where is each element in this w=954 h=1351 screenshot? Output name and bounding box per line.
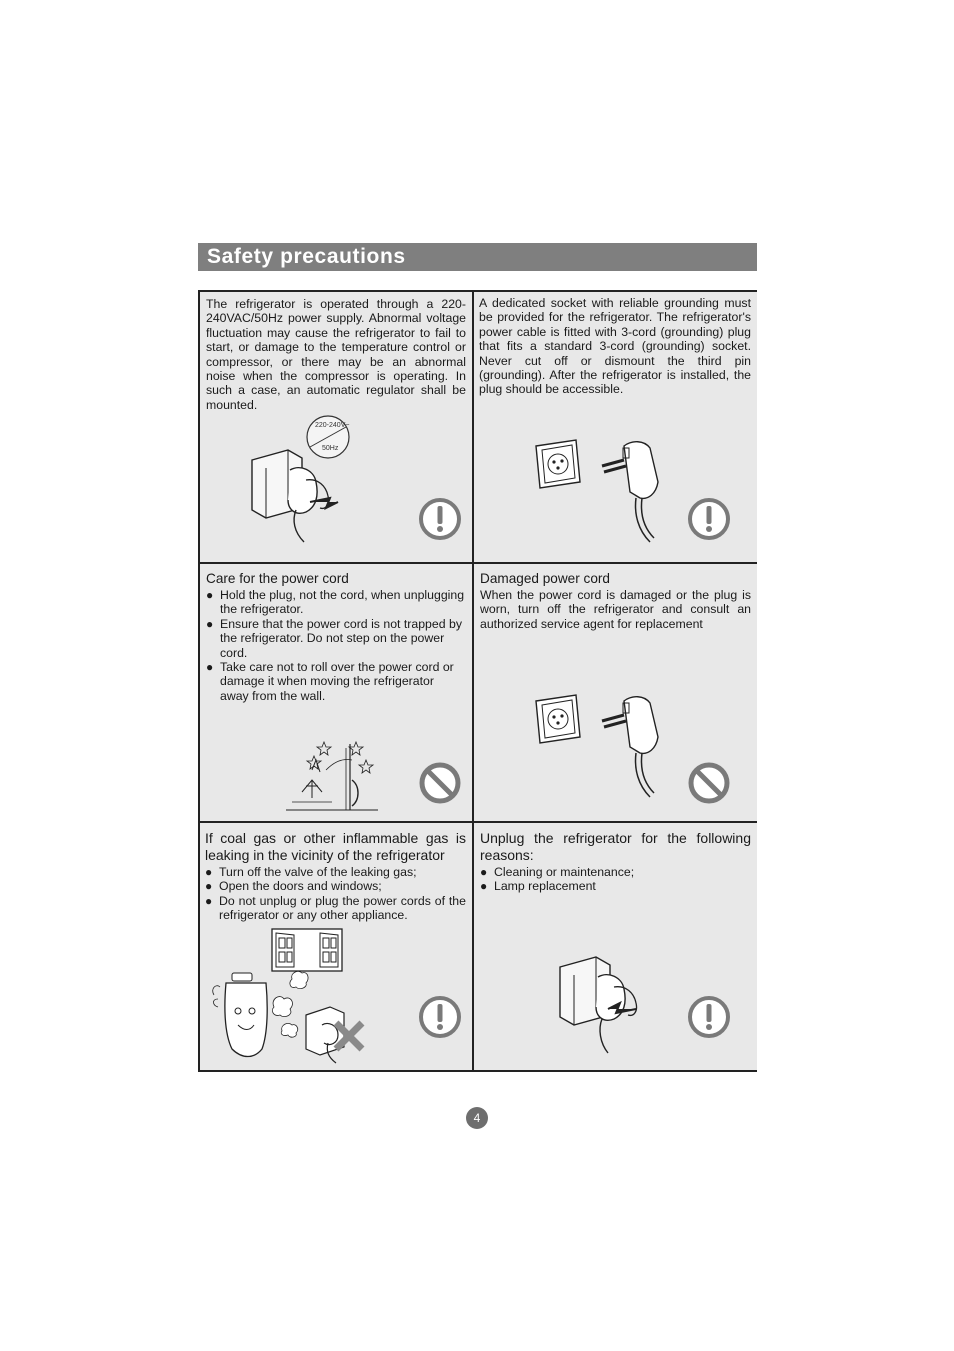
- trapped-cord-illustration: [282, 740, 382, 818]
- gas-leak-list: [205, 865, 466, 923]
- voltage-label: 220-240V~: [315, 422, 350, 429]
- precautions-grid: [198, 290, 757, 1072]
- cell-unplug-reasons: [474, 823, 757, 1070]
- cell-power-cord-care: [200, 564, 472, 821]
- page-title: Safety precautions: [207, 245, 406, 268]
- exclamation-icon: [418, 995, 462, 1039]
- socket-and-plug-illustration: [532, 687, 672, 802]
- gas-leak-illustration: [210, 925, 370, 1065]
- unplug-list: [480, 865, 751, 894]
- cell-voltage: [200, 292, 472, 562]
- list-item: ● Take care not to roll over the power cord or damage it when moving the refrigerator away from the wall.: [206, 660, 466, 703]
- cell-gas-leak: [200, 823, 472, 1070]
- section-title-bar: [198, 243, 757, 271]
- unplug-heading: Unplug the refrigerator for the following reasons:: [480, 830, 751, 863]
- prohibited-icon: [687, 761, 731, 805]
- unplugging-illustration: [556, 947, 656, 1057]
- list-item: ● Cleaning or maintenance;: [480, 865, 751, 879]
- exclamation-icon: [418, 497, 462, 541]
- page-number: 4: [466, 1107, 488, 1129]
- list-item: ● Hold the plug, not the cord, when unplugging the refrigerator.: [206, 588, 466, 617]
- cell-damaged-cord: [474, 564, 757, 821]
- list-item: ● Turn off the valve of the leaking gas;: [205, 865, 466, 879]
- list-item: ● Ensure that the power cord is not trapped by the refrigerator. Do not step on the power cord.: [206, 617, 466, 660]
- cord-care-heading: Care for the power cord: [206, 571, 349, 586]
- gas-leak-heading: If coal gas or other inflammable gas is leaking in the vicinity of the refrigerator: [205, 830, 466, 863]
- socket-and-plug-illustration: [532, 432, 672, 547]
- list-item: ● Lamp replacement: [480, 879, 751, 893]
- frequency-label: 50Hz: [322, 445, 339, 452]
- voltage-text: The refrigerator is operated through a 220-240VAC/50Hz power supply. Abnormal voltage fluctuation may cause the refrigerator to fail to start, or damage to the temperature control or compressor, or there may be an abnormal noise when the compressor is operating. In such a case, an automatic regulator shall be mounted.: [206, 297, 466, 412]
- plug-in-socket-illustration: [244, 412, 404, 547]
- exclamation-icon: [687, 497, 731, 541]
- exclamation-icon: [687, 995, 731, 1039]
- prohibited-icon: [418, 761, 462, 805]
- list-item: ● Do not unplug or plug the power cords of the refrigerator or any other appliance.: [205, 894, 466, 923]
- list-item: ● Open the doors and windows;: [205, 879, 466, 893]
- damaged-cord-heading: Damaged power cord: [480, 571, 610, 586]
- damaged-cord-text: When the power cord is damaged or the plug is worn, turn off the refrigerator and consult an authorized service agent for replacement: [480, 588, 751, 631]
- cord-care-list: [206, 588, 466, 703]
- grounding-text: A dedicated socket with reliable grounding must be provided for the refrigerator. The refrigerator's power cable is fitted with 3-cord (grounding) plug that fits a standard 3-cord (grounding) socket. Never cut off or dismount the third pin (grounding). After the refrigerator is installed, the plug should be accessible.: [479, 296, 751, 397]
- cell-grounding: [474, 292, 757, 562]
